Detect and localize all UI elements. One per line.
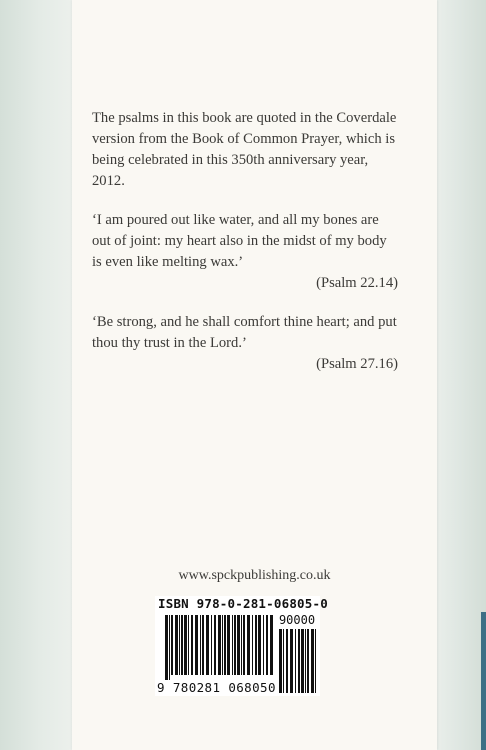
barcode-bar <box>243 615 245 675</box>
barcode-bar <box>222 615 223 675</box>
intro-paragraph: The psalms in this book are quoted in the Coverdale version from the Book of Common Prayer, which is being celebrated in this 350th anniversary year, 2012. <box>92 110 397 189</box>
barcode-bar <box>295 629 296 693</box>
barcode-bar <box>171 615 173 675</box>
barcode-bar <box>286 629 288 693</box>
psalm-citation-2: (Psalm 27.16) <box>316 356 398 372</box>
barcode-bar <box>218 615 221 675</box>
barcode-bar <box>224 615 226 675</box>
barcode-bar <box>241 615 242 675</box>
page-edge-left <box>0 0 72 750</box>
barcode-bar <box>169 615 170 680</box>
barcode-bar <box>234 615 236 675</box>
barcode-bar <box>214 615 216 675</box>
barcode-bar <box>232 615 233 675</box>
isbn-barcode <box>155 596 328 696</box>
barcode-bar <box>290 629 293 693</box>
barcode-bar <box>227 615 230 675</box>
barcode-digits: 9 780281 068050 <box>157 680 276 695</box>
barcode-bar <box>175 615 178 675</box>
spine-accent-strip <box>481 612 486 750</box>
barcode-bar <box>181 615 183 675</box>
barcode-bar <box>165 615 168 680</box>
barcode-bar <box>270 615 273 675</box>
barcode-bar <box>283 629 284 693</box>
barcode-bar <box>191 615 193 675</box>
barcode-bar <box>305 629 306 693</box>
barcode-bar <box>179 615 180 675</box>
price-addon-digits: 90000 <box>278 613 316 627</box>
barcode-bar <box>311 629 314 693</box>
barcode-bar <box>258 615 261 675</box>
barcode-bar <box>266 615 268 675</box>
barcode-bar <box>202 615 204 675</box>
psalm-citation-1: (Psalm 22.14) <box>316 275 398 291</box>
barcode-bar <box>298 629 300 693</box>
barcode-bar <box>279 629 282 693</box>
barcode-bar <box>252 615 253 675</box>
barcode-bar <box>247 615 250 675</box>
barcode-bar <box>206 615 209 675</box>
barcode-bar <box>301 629 304 693</box>
barcode-bar <box>211 615 212 675</box>
isbn-label: ISBN 978-0-281-06805-0 <box>158 596 328 611</box>
blurb <box>92 108 398 393</box>
barcode-bar <box>184 615 187 675</box>
barcode-bar <box>188 615 189 675</box>
barcode-bar <box>255 615 257 675</box>
barcode-bar <box>200 615 201 675</box>
page-edge-right <box>437 0 486 750</box>
barcode-bar <box>307 629 309 693</box>
barcode-bar <box>263 615 264 675</box>
psalm-quote-2: ‘Be strong, and he shall comfort thine heart; and put thou thy trust in the Lord.’ <box>92 314 397 351</box>
barcode-bar <box>195 615 198 675</box>
back-cover <box>72 0 437 750</box>
publisher-website: www.spckpublishing.co.uk <box>178 568 331 583</box>
psalm-quote-1: ‘I am poured out like water, and all my bones are out of joint: my heart also in the midst of my body is even like melting wax.’ <box>92 212 387 270</box>
barcode-bar <box>237 615 240 675</box>
barcode-bar <box>315 629 316 693</box>
